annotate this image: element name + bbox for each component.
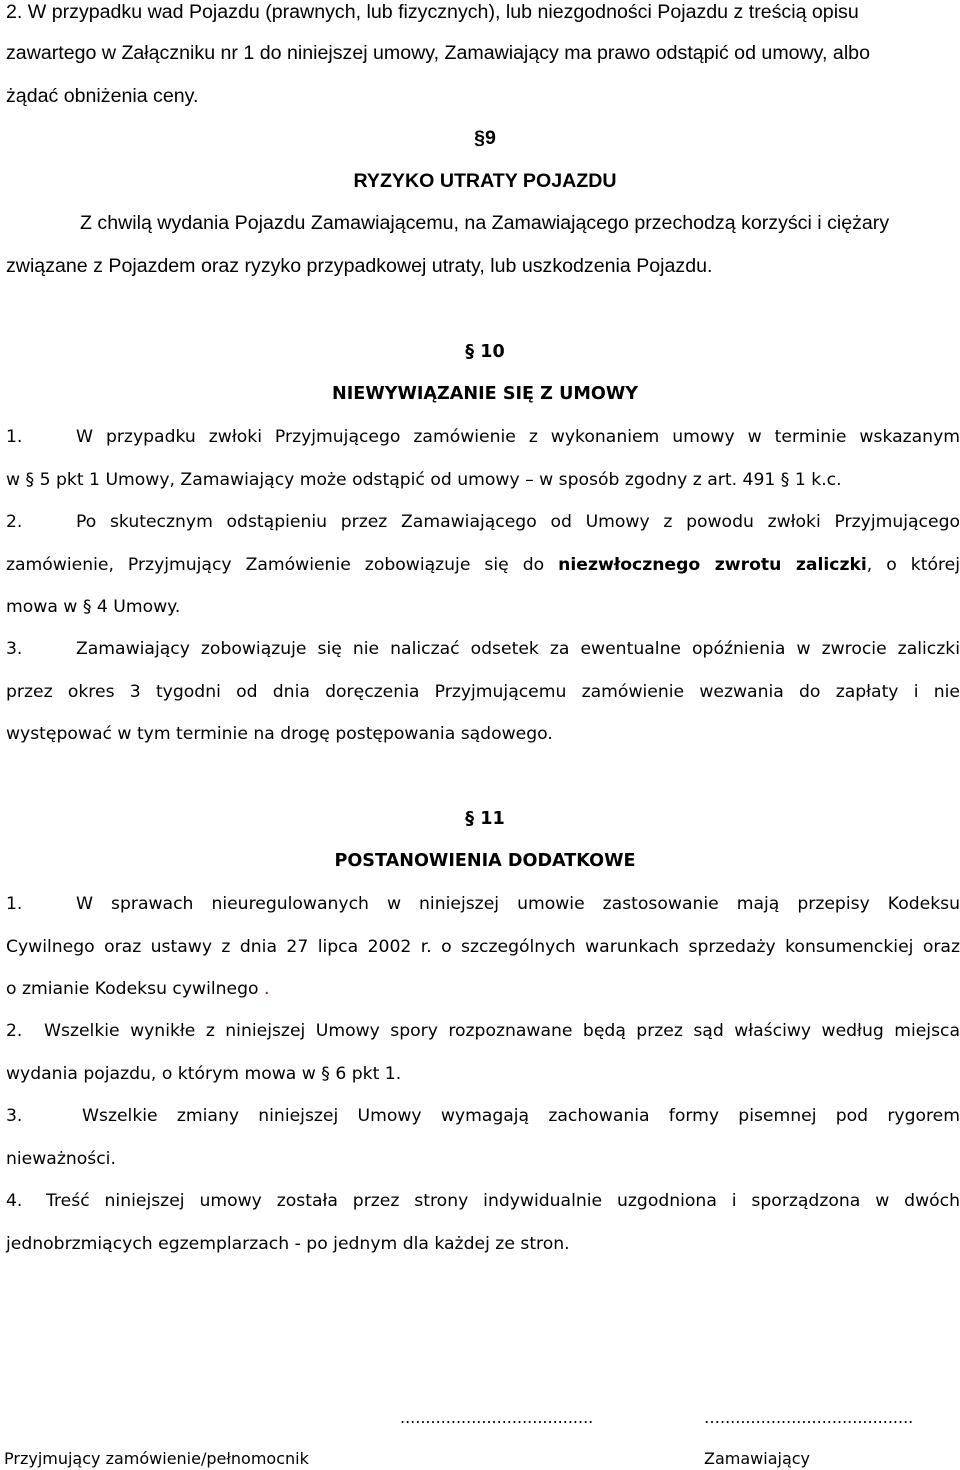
sec10-p3-num: 3. <box>6 639 23 659</box>
sec9-line1: Z chwilą wydania Pojazdu Zamawiającemu, na Zamawiającego przechodzą korzyści i ciężary <box>80 212 890 234</box>
signature-label-left: Przyjmujący zamówienie/pełnomocnik <box>4 1449 309 1468</box>
sec11-p1-num: 1. <box>6 894 23 914</box>
sec11-p4-text1: Treść niniejszej umowy została przez strony indywidualnie uzgodniona i sporządzona w dwóch <box>46 1191 960 1211</box>
sec10-p2-line3: mowa w § 4 Umowy. <box>6 597 181 617</box>
sec11-p4-line2: jednobrzmiących egzemplarzach - po jednym dla każdej ze stron. <box>6 1234 570 1254</box>
section-11-number: § 11 <box>465 809 505 829</box>
sec8-p2-line3: żądać obniżenia ceny. <box>6 85 199 107</box>
section-9-number: §9 <box>474 127 496 149</box>
sec10-p2-text2a: zamówienie, Przyjmujący Zamówienie zobowiązuje się do <box>6 555 545 575</box>
sec8-p2-line2: zawartego w Załączniku nr 1 do niniejszej umowy, Zamawiający ma prawo odstąpić od umowy, albo <box>6 42 870 64</box>
sec11-p1-text1: W sprawach nieuregulowanych w niniejszej umowie zastosowanie mają przepisy Kodeksu <box>76 894 960 914</box>
sec11-p4-line1 <box>6 1189 960 1213</box>
sec11-p2-num: 2. <box>6 1021 23 1041</box>
sec11-p1-line3 <box>6 977 270 1001</box>
sec11-p1-line2: Cywilnego oraz ustawy z dnia 27 lipca 2002 r. o szczególnych warunkach sprzedaży konsumenckiej oraz <box>6 937 960 957</box>
sec11-p3-line2: nieważności. <box>6 1149 116 1169</box>
sec10-p2-text1: Po skutecznym odstąpieniu przez Zamawiającego od Umowy z powodu zwłoki Przyjmującego <box>76 512 960 532</box>
sec11-p3-line1 <box>6 1104 960 1128</box>
sec10-p1-line1 <box>6 425 960 449</box>
sec10-p1-num: 1. <box>6 427 23 447</box>
sec11-p2-line2: wydania pojazdu, o którym mowa w § 6 pkt 1. <box>6 1064 402 1084</box>
sec11-p3-text1: Wszelkie zmiany niniejszej Umowy wymagają zachowania formy pisemnej pod rygorem <box>82 1106 960 1126</box>
sec10-p3-line1 <box>6 637 960 661</box>
sec8-p2-line1: 2. W przypadku wad Pojazdu (prawnych, lub fizycznych), lub niezgodności Pojazdu z treścią opisu <box>6 1 859 23</box>
signature-line-right: …...................................... <box>704 1408 914 1427</box>
sec10-p3-line3: występować w tym terminie na drogę postępowania sądowego. <box>6 724 553 744</box>
sec10-p2-text2-bold: niezwłocznego zwrotu zaliczki <box>558 555 867 575</box>
sec11-p4-num: 4. <box>6 1191 23 1211</box>
section-11-title: POSTANOWIENIA DODATKOWE <box>334 851 636 871</box>
section-9-title: RYZYKO UTRATY POJAZDU <box>353 170 617 192</box>
sec11-p2-text1: Wszelkie wynikłe z niniejszej Umowy spory rozpoznawane będą przez sąd właściwy według miejsca <box>44 1021 960 1041</box>
sec10-p3-line2: przez okres 3 tygodni od dnia doręczenia Przyjmującemu zamówienie wezwania do zapłaty i nie <box>6 682 960 702</box>
sec10-p2-text2b: , o której <box>866 555 960 575</box>
sec10-p3-text1: Zamawiający zobowiązuje się nie naliczać odsetek za ewentualne opóźnienia w zwrocie zaliczki <box>76 639 960 659</box>
signature-line-left: ...................................... <box>400 1408 594 1427</box>
sec11-p1-line1 <box>6 892 960 916</box>
sec10-p2-line2 <box>6 553 960 577</box>
sec10-p1-line2: w § 5 pkt 1 Umowy, Zamawiający może odstąpić od umowy – w sposób zgodny z art. 491 § 1 k.c. <box>6 470 842 490</box>
section-10-title: NIEWYWIĄZANIE SIĘ Z UMOWY <box>332 384 638 404</box>
section-10-number: § 10 <box>465 342 505 362</box>
sec10-p2-line1 <box>6 510 960 534</box>
sec9-line2: związane z Pojazdem oraz ryzyko przypadkowej utraty, lub uszkodzenia Pojazdu. <box>6 255 713 277</box>
sec10-p1-text1: W przypadku zwłoki Przyjmującego zamówienie z wykonaniem umowy w terminie wskazanym <box>76 427 960 447</box>
sec11-p1-text3: o zmianie Kodeksu cywilnego <box>6 979 259 999</box>
sec11-p3-num: 3. <box>6 1106 23 1126</box>
sec11-p1-red-dot: . <box>258 979 270 999</box>
sec10-p2-num: 2. <box>6 512 23 532</box>
signature-label-right: Zamawiający <box>704 1449 811 1468</box>
sec11-p2-line1 <box>6 1019 960 1043</box>
